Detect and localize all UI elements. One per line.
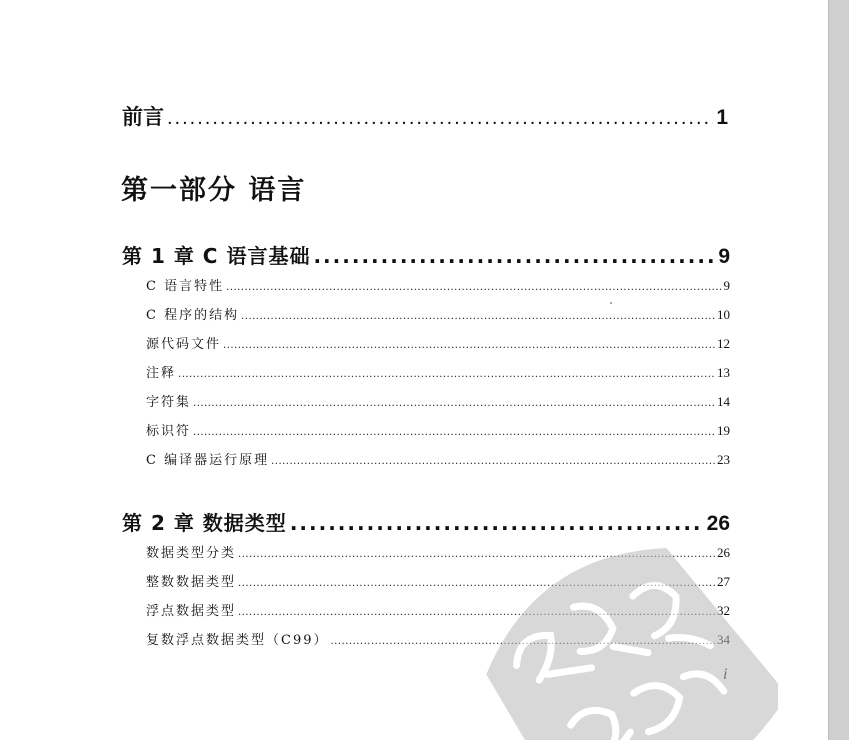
toc-section-page: 14 [717,394,730,409]
toc-section-page: 26 [717,545,730,560]
scan-speck [610,302,612,304]
toc-section[interactable] [146,362,730,381]
toc-section[interactable] [146,333,730,352]
toc-section-title: C 语言特性 [146,279,225,294]
toc-section-page: 23 [717,452,730,467]
dot-leader [223,340,715,351]
toc-section-page: 10 [717,307,730,322]
toc-chapter-1[interactable] [122,240,730,269]
toc-chapter-title: 第 2 章 数据类型 [122,511,287,535]
dot-leader [167,107,713,130]
toc-section-page: 13 [717,365,730,380]
toc-entry-title: 前言 [122,106,164,129]
toc-section-page: 12 [717,336,730,351]
toc-chapter-title: 第 1 章 C 语言基础 [122,244,311,268]
watermark-seal-icon [478,535,778,740]
toc-section-title: 复数浮点数据类型（C99） [146,633,329,648]
toc-section-title: C 程序的结构 [146,308,240,323]
toc-section-title: 字符集 [146,395,192,410]
toc-section[interactable] [146,304,730,323]
toc-section-page: 19 [717,423,730,438]
toc-chapter-page: 26 [706,512,730,535]
toc-section[interactable] [146,275,730,294]
dot-leader [271,456,715,467]
dot-leader [193,398,715,409]
toc-section-title: 数据类型分类 [146,546,237,561]
toc-section-page: 27 [717,574,730,589]
viewer-gutter [828,0,849,740]
dot-leader [290,511,704,535]
toc-section-title: 整数数据类型 [146,575,237,590]
toc-section-page: 32 [717,603,730,618]
toc-section-title: C 编译器运行原理 [146,453,270,468]
toc-entry-preface[interactable] [122,101,728,131]
toc-section[interactable] [146,391,730,410]
toc-section-title: 源代码文件 [146,337,222,352]
dot-leader [226,282,721,293]
toc-section[interactable] [146,449,730,468]
toc-section[interactable] [146,420,730,439]
dot-leader [241,311,715,322]
toc-section-title: 标识符 [146,424,192,439]
part-heading: 第一部分 语言 [121,175,307,206]
toc-section-title: 浮点数据类型 [146,604,237,619]
toc-section-title: 注释 [146,366,177,381]
toc-entry-page: 1 [716,106,728,129]
dot-leader [193,427,715,438]
dot-leader [313,244,715,268]
toc-chapter-page: 9 [718,245,730,268]
toc-section-page: 9 [723,278,730,293]
toc-chapter-2[interactable] [122,507,730,536]
dot-leader [178,369,715,380]
